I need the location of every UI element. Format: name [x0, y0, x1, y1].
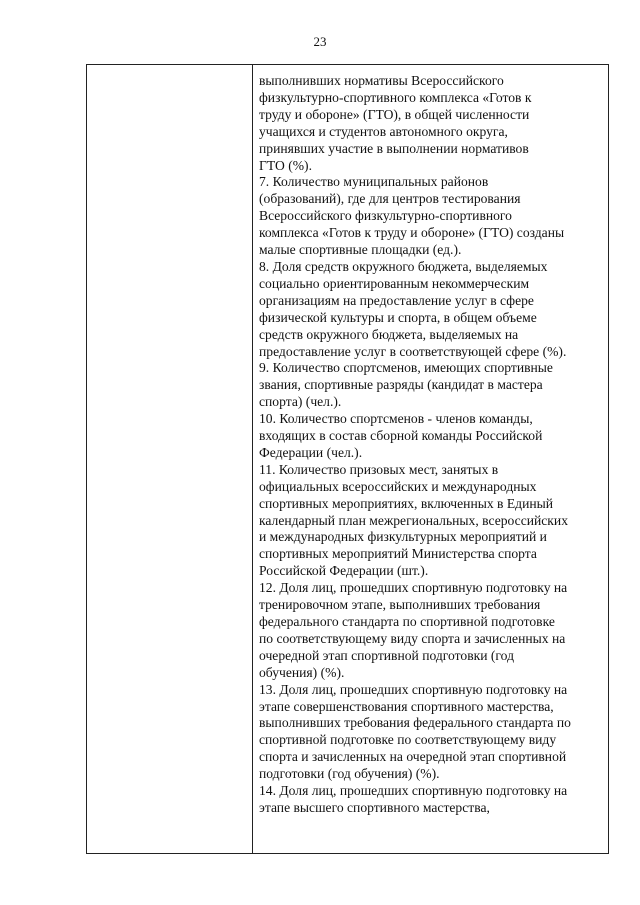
text-line: по соответствующему виду спорта и зачисленных на: [259, 630, 566, 646]
text-line: спорта и зачисленных на очередной этап спортивной: [259, 749, 567, 765]
text-line: ГТО (%).: [259, 157, 312, 173]
text-line: 12. Доля лиц, прошедших спортивную подготовку на: [259, 580, 568, 596]
text-line: комплекса «Готов к труду и обороне» (ГТО) созданы: [259, 225, 565, 241]
text-line: принявших участие в выполнении нормативов: [259, 140, 529, 156]
text-line: спортивной подготовке по соответствующему виду: [259, 732, 557, 748]
text-line: учащихся и студентов автономного округа,: [259, 123, 508, 139]
text-line: выполнивших требования федерального стандарта по: [259, 715, 571, 731]
text-line: подготовки (год обучения) (%).: [259, 766, 440, 782]
text-line: 9. Количество спортсменов, имеющих спортивные: [259, 360, 553, 376]
text-line: предоставление услуг в соответствующей сфере (%).: [259, 343, 567, 359]
table-right-column: [253, 65, 608, 853]
text-line: 7. Количество муниципальных районов: [259, 174, 489, 190]
text-line: 8. Доля средств окружного бюджета, выделяемых: [259, 258, 548, 274]
text-line: малые спортивные площадки (ед.).: [259, 242, 462, 258]
text-line: средств окружного бюджета, выделяемых на: [259, 326, 519, 342]
text-line: спортивных мероприятиях, включенных в Единый: [259, 495, 554, 511]
text-line: спорта) (чел.).: [259, 394, 342, 410]
table-left-column: [87, 65, 253, 853]
text-line: спортивных мероприятий Министерства спорта: [259, 546, 537, 562]
text-line: очередной этап спортивной подготовки (год: [259, 647, 514, 663]
text-line: Федерации (чел.).: [259, 444, 363, 460]
text-line: физической культуры и спорта, в общем объеме: [259, 309, 537, 325]
text-line: (образований), где для центров тестирования: [259, 191, 521, 207]
text-line: звания, спортивные разряды (кандидат в мастера: [259, 377, 543, 393]
text-line: и международных физкультурных мероприятий и: [259, 529, 547, 545]
text-line: 13. Доля лиц, прошедших спортивную подготовку на: [259, 681, 568, 697]
text-line: официальных всероссийских и международных: [259, 478, 537, 494]
text-line: этапе высшего спортивного мастерства,: [259, 799, 490, 815]
text-line: труду и обороне» (ГТО), в общей численности: [259, 106, 530, 122]
text-line: тренировочном этапе, выполнивших требования: [259, 597, 541, 613]
text-line: 10. Количество спортсменов - членов команды,: [259, 411, 533, 427]
text-line: Всероссийского физкультурно-спортивного: [259, 208, 512, 224]
indicators-table: [86, 64, 609, 854]
text-line: 11. Количество призовых мест, занятых в: [259, 461, 499, 477]
text-line: календарный план межрегиональных, всероссийских: [259, 512, 568, 528]
text-line: 14. Доля лиц, прошедших спортивную подготовку на: [259, 783, 568, 799]
text-line: физкультурно-спортивного комплекса «Готов к: [259, 89, 532, 105]
text-line: обучения) (%).: [259, 664, 345, 680]
text-line: этапе совершенствования спортивного мастерства,: [259, 698, 554, 714]
text-line: социально ориентированным некоммерческим: [259, 275, 530, 291]
text-line: выполнивших нормативы Всероссийского: [259, 73, 504, 88]
text-line: Российской Федерации (шт.).: [259, 563, 429, 579]
text-line: федерального стандарта по спортивной подготовке: [259, 614, 555, 629]
text-line: организациям на предоставление услуг в сфере: [259, 292, 534, 308]
text-line: входящих в состав сборной команды Российской: [259, 428, 543, 444]
page-number: 23: [313, 34, 327, 49]
